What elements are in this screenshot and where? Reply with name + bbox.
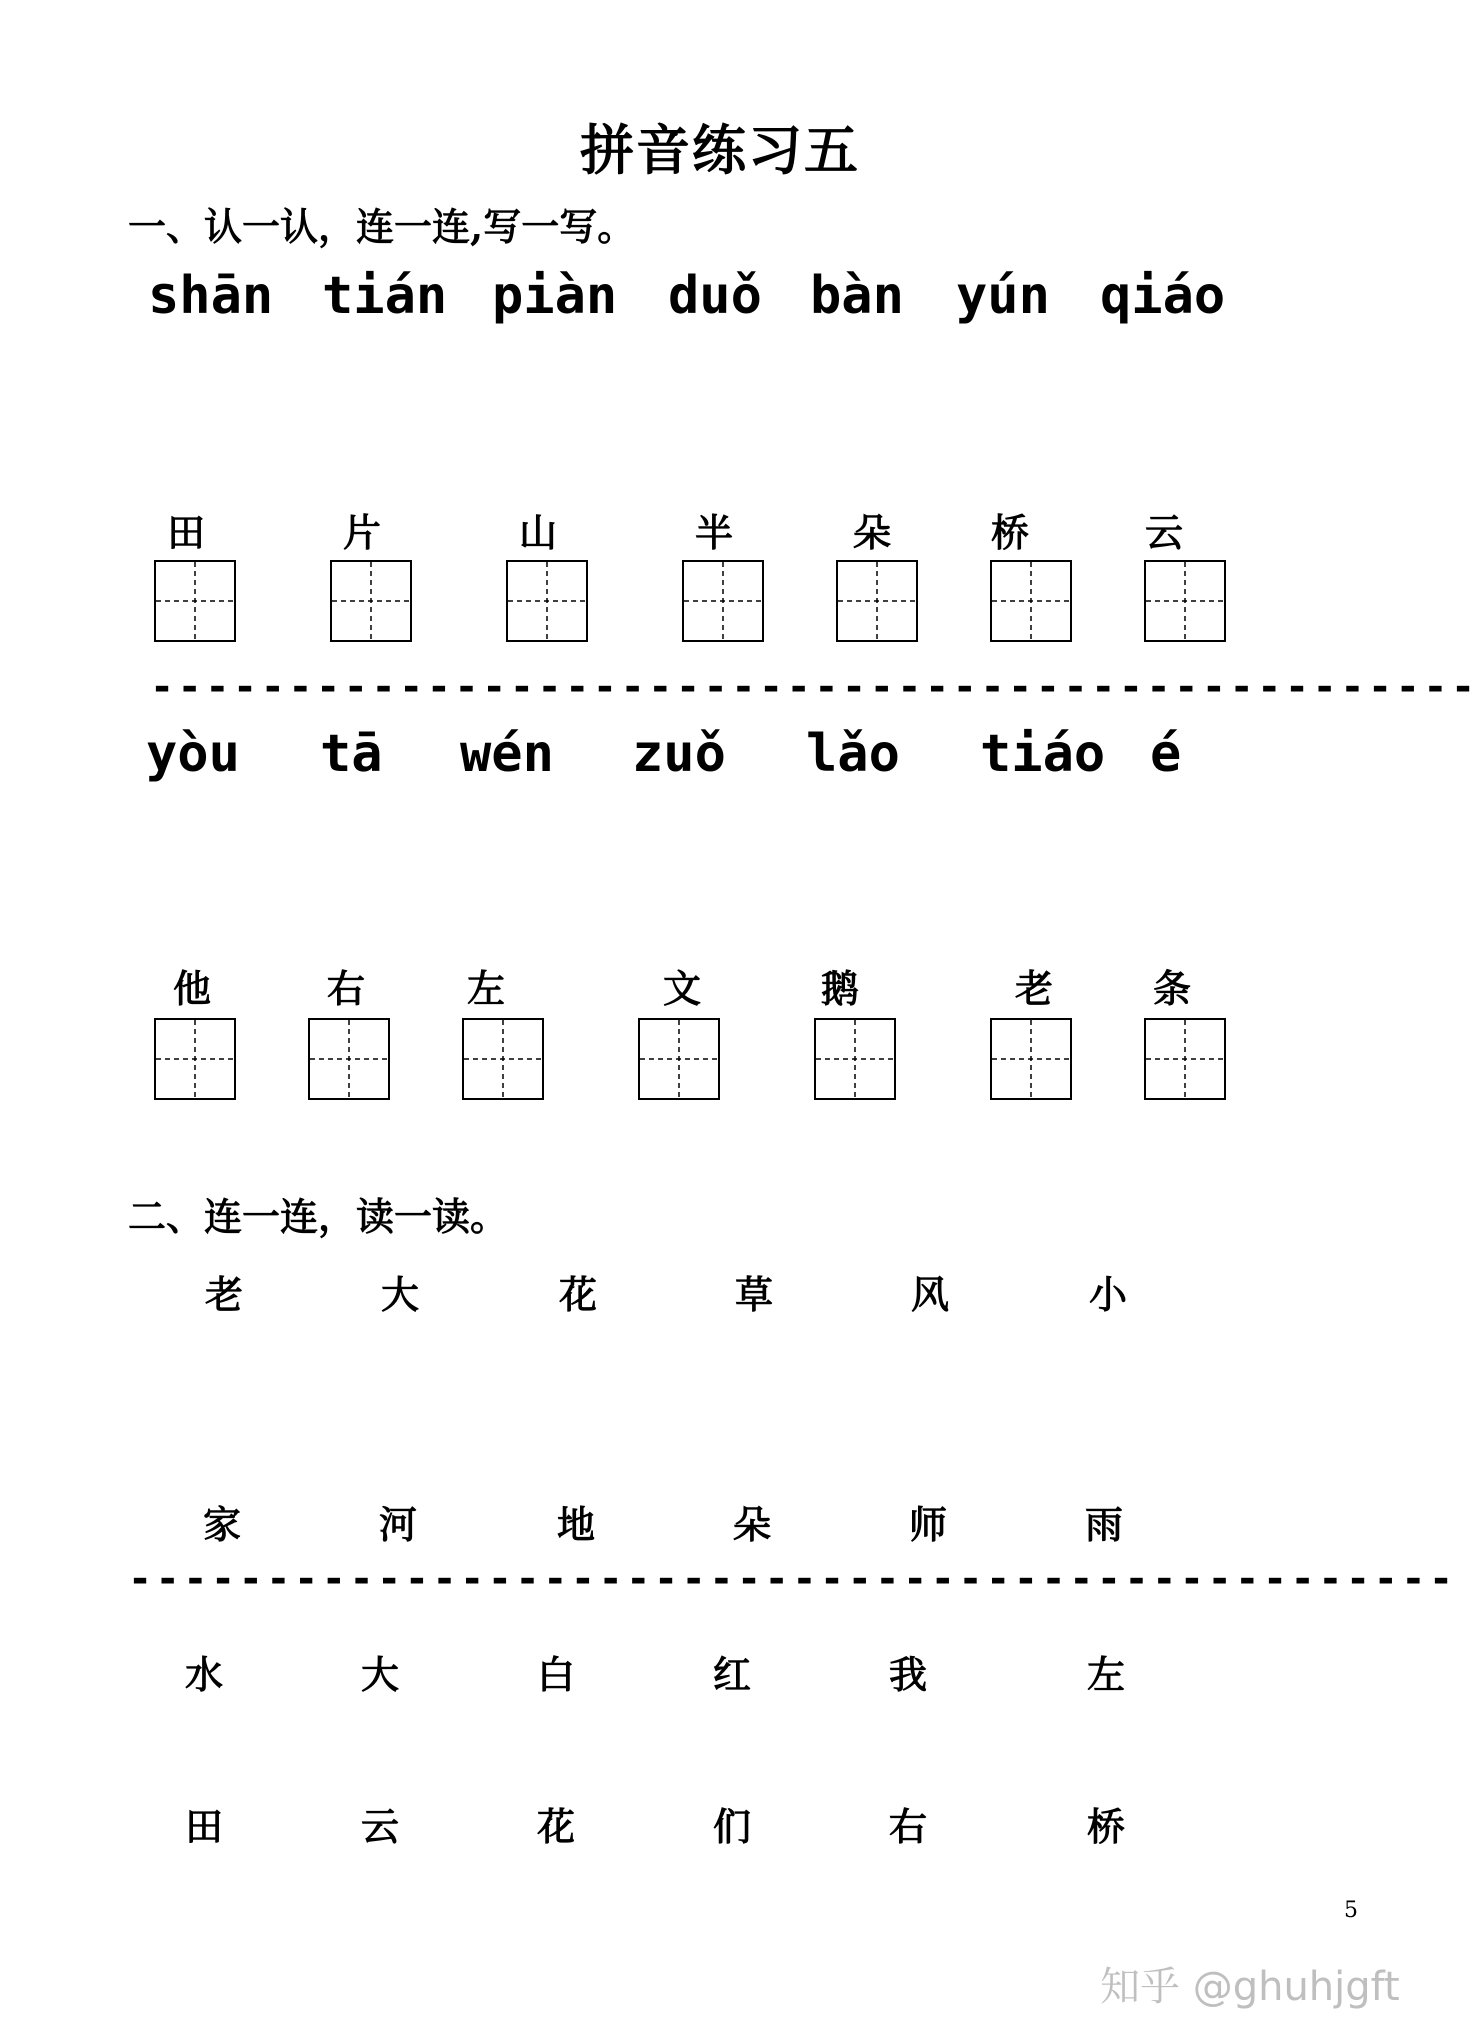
page-number: 5 xyxy=(1344,1898,1358,1923)
writing-box xyxy=(506,560,588,642)
char-yun: 云 xyxy=(1144,510,1183,555)
pinyin-lao: lǎo xyxy=(806,724,900,784)
writing-box xyxy=(836,560,918,642)
word-char: 云 xyxy=(360,1804,399,1849)
pinyin-qiao: qiáo xyxy=(1100,266,1226,326)
dashed-separator: ------------------------------------------------ xyxy=(128,1556,1457,1602)
char-ta: 他 xyxy=(172,966,211,1011)
word-char: 地 xyxy=(556,1502,595,1547)
word-char: 家 xyxy=(202,1502,241,1547)
pinyin-yun: yún xyxy=(956,266,1050,326)
writing-box xyxy=(682,560,764,642)
char-tian: 田 xyxy=(166,510,205,555)
char-e: 鹅 xyxy=(820,966,859,1011)
pinyin-shan: shān xyxy=(148,266,274,326)
pinyin-e: é xyxy=(1150,724,1182,784)
writing-box xyxy=(990,560,1072,642)
word-char: 河 xyxy=(378,1502,417,1547)
word-char: 们 xyxy=(712,1804,751,1849)
pinyin-tiao: tiáo xyxy=(980,724,1106,784)
word-char: 左 xyxy=(1086,1652,1125,1697)
word-char: 花 xyxy=(536,1804,575,1849)
word-char: 花 xyxy=(558,1272,597,1317)
pinyin-ban: bàn xyxy=(810,266,904,326)
writing-box xyxy=(154,1018,236,1100)
writing-box xyxy=(462,1018,544,1100)
char-tiao: 条 xyxy=(1152,966,1191,1011)
char-zuo: 左 xyxy=(466,966,505,1011)
pinyin-you: yòu xyxy=(146,724,240,784)
word-char: 田 xyxy=(184,1804,223,1849)
word-char: 我 xyxy=(888,1652,927,1697)
char-wen: 文 xyxy=(662,966,701,1011)
pinyin-zuo: zuǒ xyxy=(632,724,726,784)
word-char: 雨 xyxy=(1084,1502,1123,1547)
writing-box xyxy=(330,560,412,642)
writing-box xyxy=(154,560,236,642)
pinyin-ta: tā xyxy=(320,724,383,784)
writing-box xyxy=(814,1018,896,1100)
char-pian: 片 xyxy=(342,510,381,555)
writing-box xyxy=(308,1018,390,1100)
pinyin-tian: tián xyxy=(322,266,448,326)
word-char: 小 xyxy=(1088,1272,1127,1317)
writing-box xyxy=(1144,560,1226,642)
word-char: 大 xyxy=(360,1652,399,1697)
word-char: 大 xyxy=(380,1272,419,1317)
char-qiao: 桥 xyxy=(990,510,1029,555)
writing-box xyxy=(638,1018,720,1100)
word-char: 师 xyxy=(908,1502,947,1547)
page-title: 拼音练习五 xyxy=(580,118,860,182)
pinyin-pian: piàn xyxy=(492,266,618,326)
section-2-heading: 二、连一连，读一读。 xyxy=(128,1194,509,1239)
char-shan: 山 xyxy=(518,510,557,555)
pinyin-duo: duǒ xyxy=(668,266,762,326)
section-1-heading: 一、认一认，连一连,写一写。 xyxy=(128,204,636,249)
dashed-separator: ------------------------------------------------ xyxy=(150,664,1479,710)
watermark: 知乎 @ghuhjgft xyxy=(1100,1964,1400,2010)
word-char: 右 xyxy=(888,1804,927,1849)
writing-box xyxy=(1144,1018,1226,1100)
char-lao: 老 xyxy=(1014,966,1053,1011)
writing-box xyxy=(990,1018,1072,1100)
word-char: 白 xyxy=(536,1652,575,1697)
word-char: 红 xyxy=(712,1652,751,1697)
word-char: 水 xyxy=(184,1652,223,1697)
word-char: 风 xyxy=(910,1272,949,1317)
char-you: 右 xyxy=(326,966,365,1011)
word-char: 桥 xyxy=(1086,1804,1125,1849)
word-char: 朵 xyxy=(732,1502,771,1547)
pinyin-wen: wén xyxy=(460,724,554,784)
word-char: 草 xyxy=(734,1272,773,1317)
char-duo: 朵 xyxy=(852,510,891,555)
word-char: 老 xyxy=(204,1272,243,1317)
char-ban: 半 xyxy=(694,510,733,555)
